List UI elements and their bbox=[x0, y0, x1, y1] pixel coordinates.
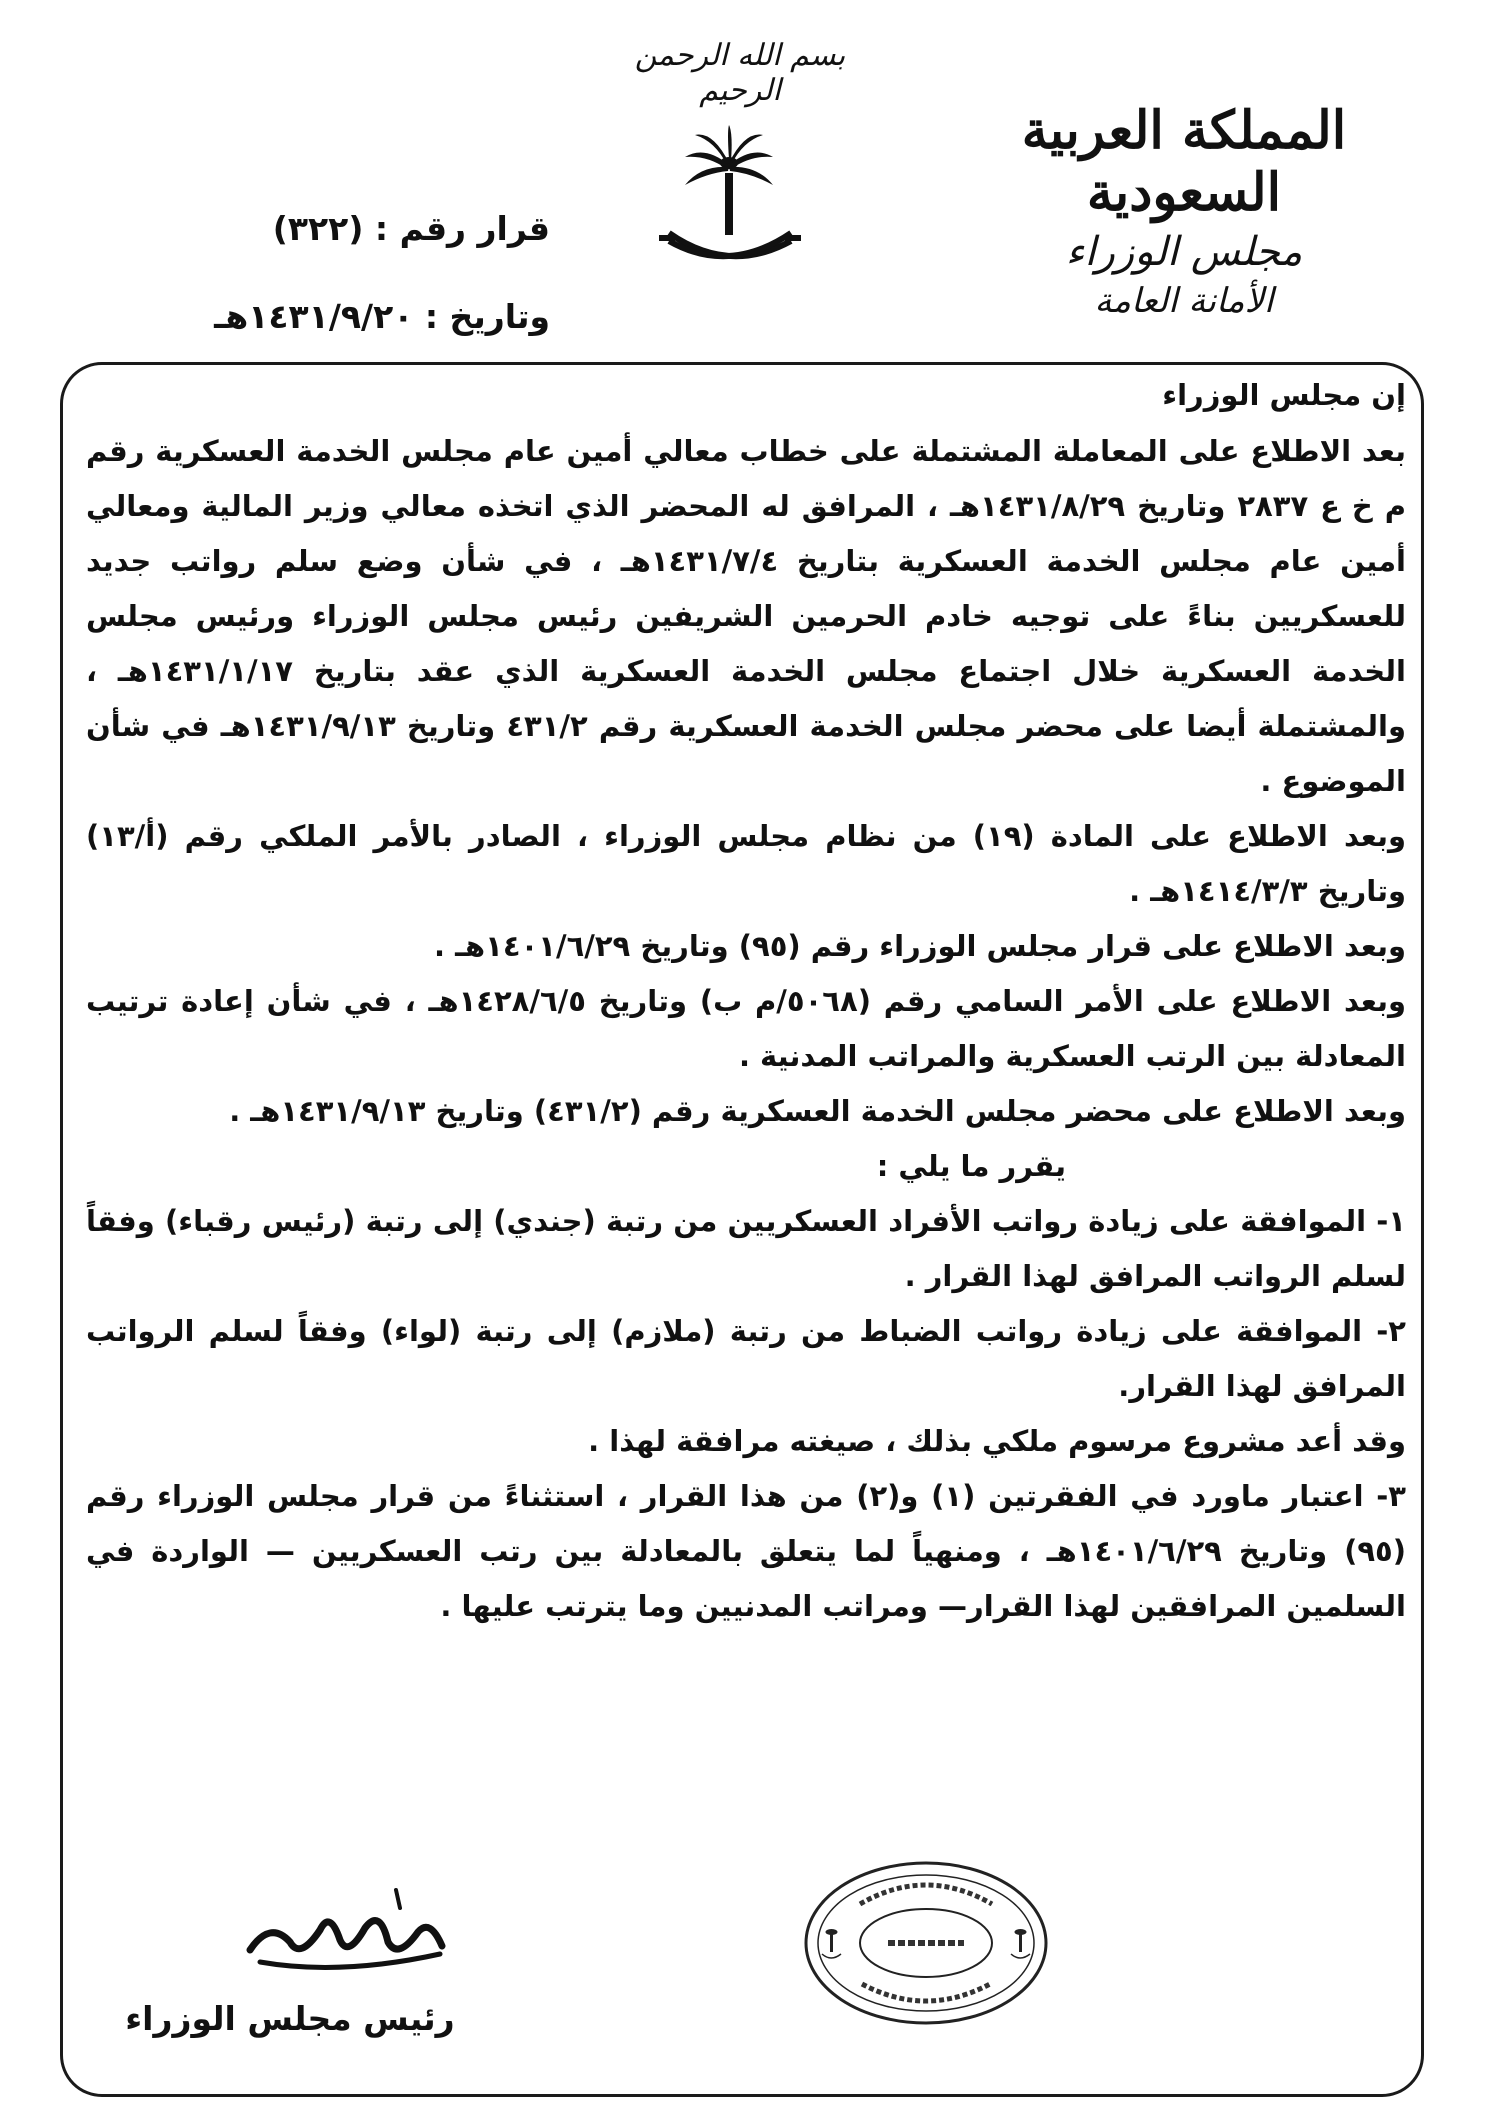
document-body bbox=[86, 368, 1406, 1634]
resolution-item-2: ٢- الموافقة على زيادة رواتب الضباط من رتبة (ملازم) إلى رتبة (لواء) وفقاً لسلم الرواتب المرافق لهذا القرار. bbox=[86, 1314, 1406, 1403]
royal-decree-note: وقد أعد مشروع مرسوم ملكي بذلك ، صيغته مرافقة لهذا . bbox=[588, 1424, 1406, 1458]
signatory-title: رئيس مجلس الوزراء bbox=[125, 1999, 455, 2038]
decision-number: قرار رقم : (٣٢٢) bbox=[272, 209, 550, 248]
resolves-heading: يقرر ما يلي : bbox=[876, 1149, 1066, 1183]
paragraph-article-19: وبعد الاطلاع على المادة (١٩) من نظام مجلس الوزراء ، الصادر بالأمر الملكي رقم (أ/١٣) وتاريخ ١٤١٤/٣/٣هـ . bbox=[86, 819, 1406, 908]
paragraph-minutes: وبعد الاطلاع على محضر مجلس الخدمة العسكرية رقم (٤٣١/٢) وتاريخ ١٤٣١/٩/١٣هـ . bbox=[229, 1094, 1406, 1128]
decision-date: وتاريخ : ١٤٣١/٩/٢٠هـ bbox=[214, 297, 550, 336]
paragraph-decision-95: وبعد الاطلاع على قرار مجلس الوزراء رقم (٩٥) وتاريخ ١٤٠١/٦/٢٩هـ . bbox=[434, 929, 1406, 963]
saudi-emblem-icon bbox=[655, 125, 805, 275]
resolution-item-3: ٣- اعتبار ماورد في الفقرتين (١) و(٢) من هذا القرار ، استثناءً من قرار مجلس الوزراء رقم (٩٥) وتاريخ ١٤٠١/٦/٢٩هـ ، ومنهياً لما يتعلق بالمعادلة بين رتب العسكريين — الواردة في السلمين المرافقين لهذا القرار— ومراتب المدنيين وما يترتب عليها . bbox=[86, 1479, 1406, 1623]
council-name: مجلس الوزراء bbox=[1065, 228, 1303, 275]
paragraph-royal-order: وبعد الاطلاع على الأمر السامي رقم (٥٠٦٨/م ب) وتاريخ ١٤٢٨/٦/٥هـ ، في شأن إعادة ترتيب المعادلة بين الرتب العسكرية والمراتب المدنية . bbox=[86, 984, 1406, 1073]
letterhead bbox=[974, 100, 1394, 321]
signature bbox=[230, 1880, 460, 1980]
secretariat-name: الأمانة العامة bbox=[1094, 280, 1274, 321]
resolution-item-1: ١- الموافقة على زيادة رواتب الأفراد العسكريين من رتبة (جندي) إلى رتبة (رئيس رقباء) وفقاً لسلم الرواتب المرافق لهذا القرار . bbox=[86, 1204, 1406, 1293]
decision-info bbox=[150, 185, 550, 361]
official-stamp bbox=[800, 1858, 1052, 2028]
paragraph-main: بعد الاطلاع على المعاملة المشتملة على خطاب معالي أمين عام مجلس الخدمة العسكرية رقم م خ ع ٢٨٣٧ وتاريخ ١٤٣١/٨/٢٩هـ ، المرافق له المحضر الذي اتخذه معالي وزير المالية ومعالي أمين عام مجلس الخدمة العسكرية بتاريخ ١٤٣١/٧/٤هـ ، في شأن وضع سلم رواتب جديد للعسكريين بناءً على توجيه خادم الحرمين الشريفين رئيس مجلس الوزراء ورئيس مجلس الخدمة العسكرية خلال اجتماع مجلس الخدمة العسكرية الذي عقد بتاريخ ١٤٣١/١/١٧هـ ، والمشتملة أيضا على محضر مجلس الخدمة العسكرية رقم ٤٣١/٢ وتاريخ ١٤٣١/٩/١٣هـ في شأن الموضوع . bbox=[86, 434, 1407, 798]
opening-line: إن مجلس الوزراء bbox=[1162, 378, 1406, 412]
kingdom-title: المملكة العربية السعودية bbox=[1021, 100, 1347, 224]
basmala: بسم الله الرحمن الرحيم bbox=[634, 38, 846, 108]
